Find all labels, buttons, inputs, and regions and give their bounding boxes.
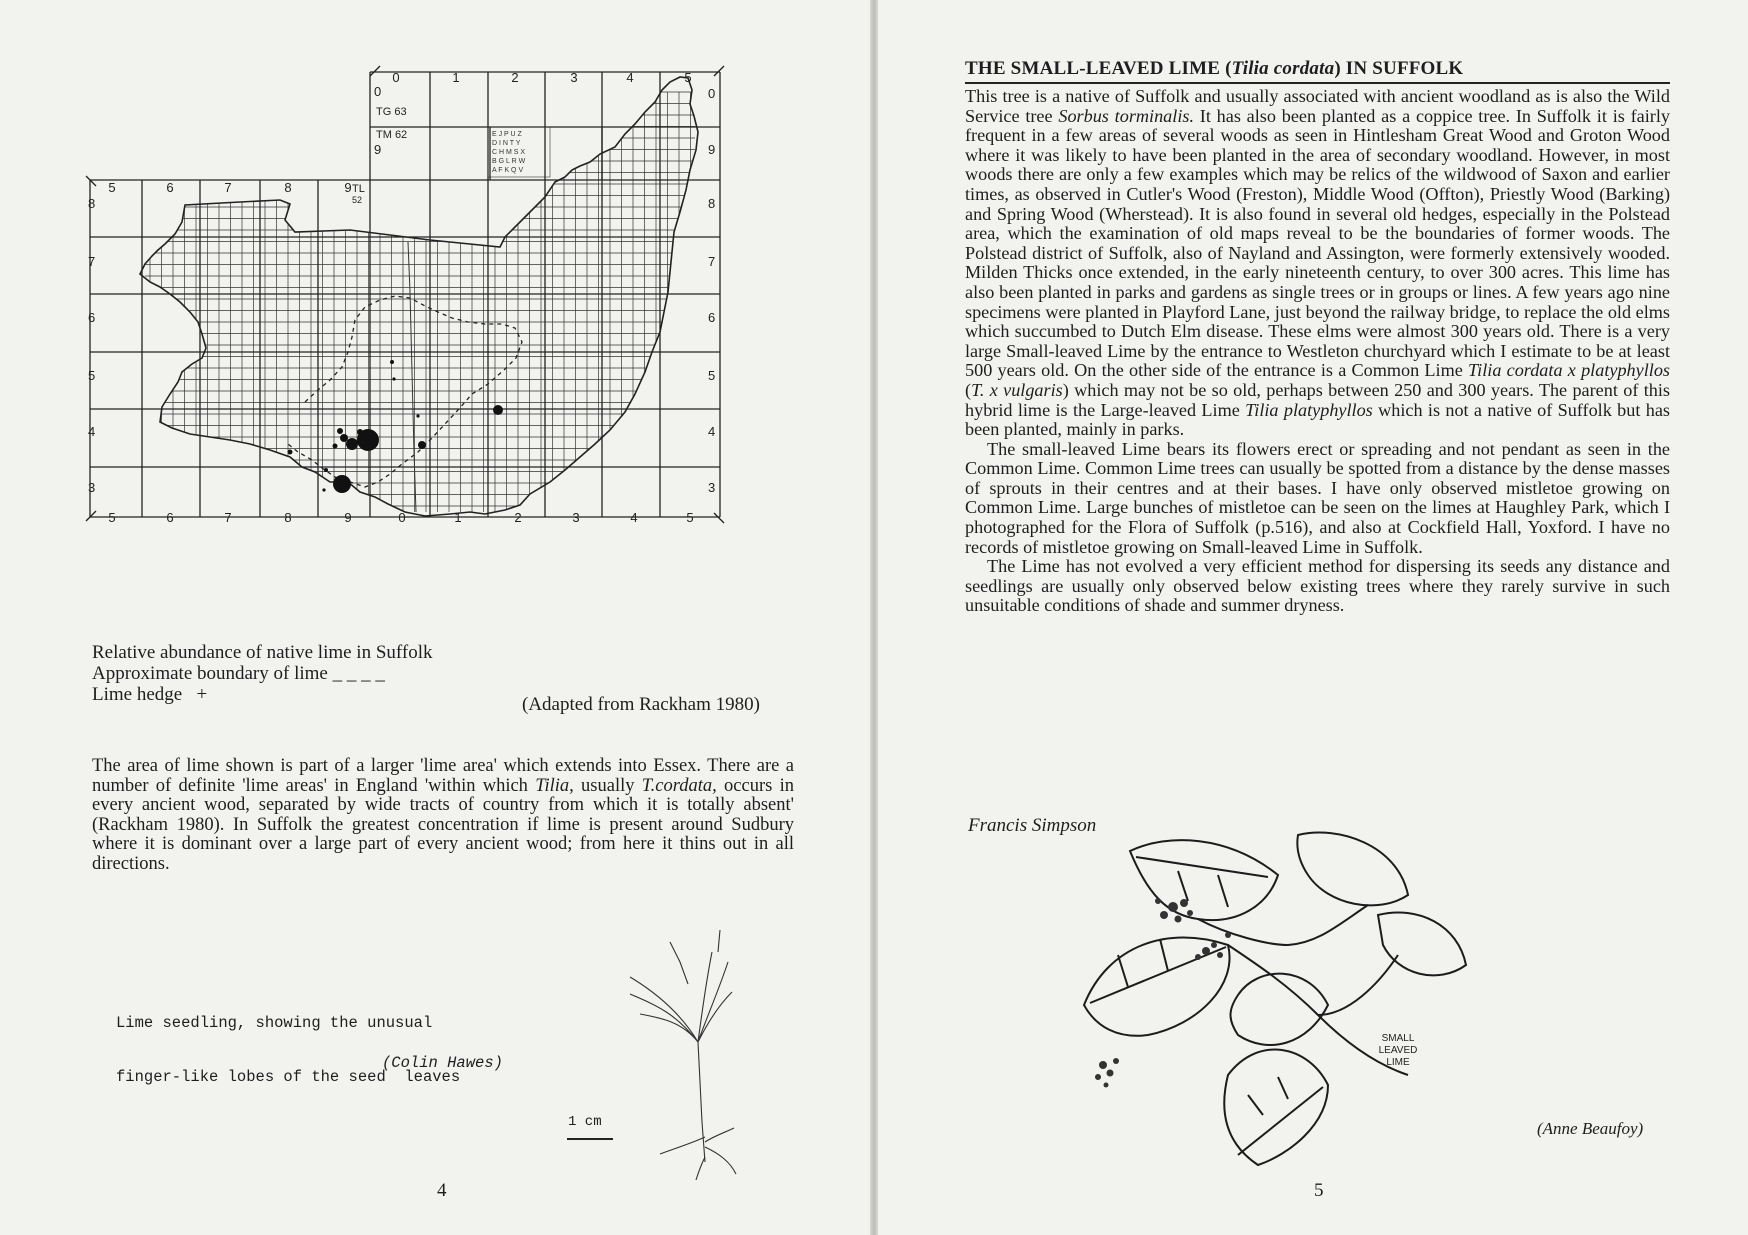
map-row-label: 5 [88, 368, 96, 383]
italic-run: Tilia, [535, 775, 574, 796]
map-col-label: 4 [626, 70, 634, 85]
map-col-label: 4 [630, 510, 638, 525]
key-letter-row: D I N T Y [492, 140, 521, 147]
seedling-caption [116, 978, 460, 1104]
caption-line: Lime hedge + [92, 684, 208, 705]
map-row-label: 0 [708, 86, 716, 101]
italic-run: Tilia platyphyllos [1245, 399, 1373, 420]
page-number-left: 4 [437, 1180, 447, 1201]
drawing-label: LIME [1386, 1057, 1410, 1068]
map-col-label: 9 [344, 510, 352, 525]
map-col-label: 3 [570, 70, 578, 85]
title-text: THE SMALL-LEAVED LIME ( [965, 58, 1232, 79]
text-run: The area of lime shown is part of a larger 'lime area' which extends into Essex. [92, 756, 702, 776]
scale-label: 1 cm [568, 1114, 602, 1130]
map-col-label: 5 [108, 180, 116, 195]
map-row-label: 6 [708, 310, 716, 325]
map-col-label: 3 [572, 510, 580, 525]
lime-abundance-dots [288, 360, 504, 493]
map-col-label: 0 [398, 510, 406, 525]
map-col-label: 7 [224, 510, 232, 525]
text-run: which is not a native of Suffolk but has been planted, mainly in parks. [965, 399, 1670, 440]
map-col-label: 8 [284, 180, 292, 195]
drawing-label: LEAVED [1378, 1045, 1418, 1056]
title-rule [965, 82, 1670, 84]
text-run: ) which may not be so old, perhaps between 250 and 300 years. The parent of this hybrid lime is the Large-leaved Lime [965, 379, 1670, 420]
grid-square-label: TL [352, 183, 365, 195]
map-col-label: 7 [224, 180, 232, 195]
map-col-label: 8 [284, 510, 292, 525]
map-fine-grid [145, 92, 695, 512]
caption-line: Relative abundance of native lime in Suffolk [92, 642, 433, 663]
text-run: This tree is a native of Suffolk and usually associated with ancient woodland as is also the Wild Service tree [965, 86, 1670, 126]
map-col-label: 1 [452, 70, 460, 85]
key-letter-row: B G L R W [492, 158, 526, 165]
caption-source: (Adapted from Rackham 1980) [522, 694, 760, 715]
text-run: It has also been planted as a coppice tree. In Suffolk it is fairly frequent in a few areas of several woods as seen in Hintlesham Great Wood and Groton Wood where it was likely to have been planted in the area of secondary woodland. However, in most woods there are only a few examples which may be relics of the wildwood of Saxon and earlier times, as observed in Cutler's Wood (Freston), Middle Wood (Offton), Priestly Wood (Barking) and Spring Wood (Wherstead). It is also found in several old hedges, especially in the Polstead area, which the examination of old maps reveal to be the boundaries of former woods. The Polstead district of Suffolk, also of Nayland and Assington, were formerly extensively wooded. Milden Thicks once extended, in the early nineteenth century, to over 300 acres. This lime has also been planted in parks and gardens as single trees or in groups or lines. A few years ago nine specimens were planted in Playford Lane, just beyond the railway bridge, to replace the old elms which succumbed to Dutch Elm disease. These elms were almost 300 years old. There is a very large Small-leaved Lime by the entrance to Westleton churchyard which I estimate to be at least 500 years old. On the other side of the entrance is a Common Lime [965, 105, 1670, 381]
map-col-label: 5 [686, 510, 694, 525]
page-number-right: 5 [1314, 1180, 1324, 1201]
left-paragraph [92, 757, 794, 875]
lime-seedling-drawing [610, 922, 780, 1182]
text-run: There are a number of definite 'lime areas' in England 'within which [92, 756, 794, 796]
map-row-label: 4 [708, 424, 716, 439]
map-col-label: 5 [684, 70, 692, 85]
italic-run: T.cordata, [641, 775, 717, 796]
grid-square-label: 52 [352, 195, 363, 205]
map-row-label: 5 [708, 368, 716, 383]
map-col-label: 2 [511, 70, 519, 85]
map-row-label: 3 [88, 480, 96, 495]
scale-bar [567, 1138, 613, 1140]
author-name: Francis Simpson [968, 815, 1097, 836]
map-col-label: 9 [344, 180, 352, 195]
italic-run: T. x vulgaris [971, 379, 1063, 400]
map-row-label: 8 [88, 196, 96, 211]
text-run: usually [573, 775, 642, 796]
map-row-label: 6 [88, 310, 96, 325]
map-row-label: 4 [88, 424, 96, 439]
text-run: ( [965, 379, 972, 400]
text-run: occurs in every ancient wood, separated by wide tracts of country from which it is totally absent' (Rackham 1980). In Suffolk the greatest concentration if lime is present around Sudbury where it is dominant over a large part of every ancient wood; from here it thins out in all directions. [92, 775, 794, 874]
map-row-label: 7 [88, 254, 96, 269]
corner-mark [714, 513, 724, 523]
map-row-label: 9 [708, 142, 716, 157]
article-body [965, 87, 1670, 616]
seedling-caption-line: Lime seedling, showing the unusual [116, 1014, 433, 1032]
map-col-label: 0 [392, 70, 400, 85]
drawing-label: SMALL [1381, 1033, 1415, 1044]
grid-square-label: TG 63 [376, 106, 407, 118]
key-letter-row: A F K Q V [492, 167, 524, 174]
lime-distribution-map [90, 72, 810, 592]
title-species: Tilia cordata [1231, 58, 1335, 79]
map-col-label: 6 [166, 180, 174, 195]
key-letter-row: E J P U Z [492, 131, 522, 138]
seedling-caption-line: finger-like lobes of the seed leaves [116, 1068, 461, 1086]
italic-run: Tilia cordata x platyphyllos [1468, 360, 1670, 381]
article-title [965, 58, 1463, 80]
map-row-label: 8 [708, 196, 716, 211]
lime-leaf-drawing [1078, 815, 1498, 1185]
paragraph-1 [965, 87, 1670, 440]
grid-square-label: TM 62 [376, 129, 408, 141]
key-letter-row: C H M S X [492, 149, 526, 156]
paragraph-2: The small-leaved Lime bears its flowers erect or spreading and not pendant as seen in the Common Lime. Common Lime trees can usually be spotted from a distance by the dense masses of sprouts in their centres and at their bases. I have only observed mistletoe growing on Common Lime. Large bunches of mistletoe can be seen on the limes at Haughley Park, which I photographed for the Flora of Suffolk (p.516), and also at Cockfield Hall, Yoxford. I have no records of mistletoe growing on Small-leaved Lime in Suffolk. [965, 438, 1670, 557]
map-row-label: 9 [374, 142, 382, 157]
map-letter-key [488, 127, 550, 177]
map-col-label: 2 [514, 510, 522, 525]
map-row-label: 3 [708, 480, 716, 495]
map-caption [92, 642, 433, 705]
page-gutter [870, 0, 878, 1235]
lime-boundary-dashed [288, 296, 522, 487]
map-row-label: 7 [708, 254, 716, 269]
paragraph-3: The Lime has not evolved a very efficient method for dispersing its seeds any distance and seedlings are usually only observed below existing trees where they rarely survive in such unsuitable conditions of shade and summer dryness. [965, 556, 1670, 616]
drawing-credit: (Anne Beaufoy) [1537, 1119, 1644, 1138]
map-col-label: 5 [108, 510, 116, 525]
seedling-credit: (Colin Hawes) [382, 1054, 503, 1072]
map-row-label: 0 [374, 84, 382, 99]
map-col-label: 1 [454, 510, 462, 525]
italic-run: Sorbus torminalis. [1058, 105, 1194, 126]
caption-line: Approximate boundary of lime _ _ _ _ [92, 663, 385, 684]
map-col-label: 6 [166, 510, 174, 525]
title-text: ) IN SUFFOLK [1334, 58, 1464, 79]
